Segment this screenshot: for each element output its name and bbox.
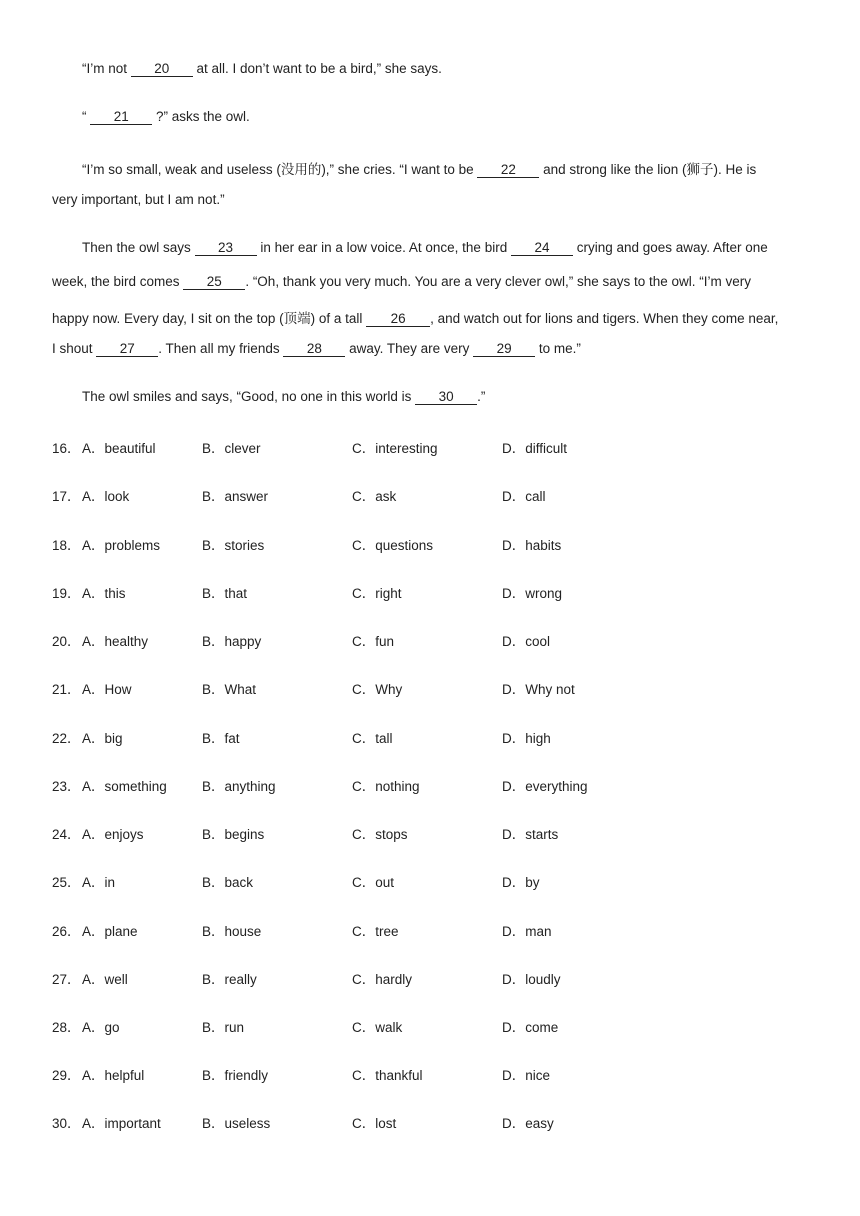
option-a[interactable]: A．helpful xyxy=(82,1068,145,1083)
question-number: 28． xyxy=(52,1020,81,1035)
option-a[interactable]: A．big xyxy=(82,731,123,746)
option-b[interactable]: B．friendly xyxy=(202,1068,269,1083)
option-b[interactable]: B．begins xyxy=(202,827,265,842)
passage-paragraph-5 xyxy=(82,389,838,405)
option-a[interactable]: A．look xyxy=(82,489,130,504)
passage-text: I shout xyxy=(52,341,97,356)
passage-text: , and watch out for lions and tigers. When they come near, xyxy=(430,311,779,326)
option-d[interactable]: D．habits xyxy=(502,538,562,553)
option-c[interactable]: C．lost xyxy=(352,1116,397,1131)
option-a[interactable]: A．healthy xyxy=(82,634,149,649)
passage-paragraph-3-line-1 xyxy=(82,158,838,178)
question-number: 17． xyxy=(52,489,81,504)
option-c[interactable]: C．ask xyxy=(352,489,397,504)
blank-27: 27 xyxy=(96,341,158,357)
question-number: 21． xyxy=(52,682,81,697)
passage-text: crying and goes away. After one xyxy=(572,240,768,255)
passage-text: to me.” xyxy=(535,341,581,356)
question-number: 20． xyxy=(52,634,81,649)
option-c[interactable]: C．interesting xyxy=(352,441,438,456)
option-d[interactable]: D．come xyxy=(502,1020,559,1035)
option-c[interactable]: C．tall xyxy=(352,731,393,746)
question-number: 24． xyxy=(52,827,81,842)
question-number: 29． xyxy=(52,1068,81,1083)
passage-text: . “Oh, thank you very much. You are a very clever owl,” she says to the owl. “I’m very xyxy=(245,274,752,289)
option-a[interactable]: A．beautiful xyxy=(82,441,156,456)
question-number: 23． xyxy=(52,779,81,794)
passage-paragraph-1 xyxy=(82,61,838,77)
blank-25: 25 xyxy=(183,274,245,290)
option-a[interactable]: A．in xyxy=(82,875,116,890)
question-number: 19． xyxy=(52,586,81,601)
option-d[interactable]: D．man xyxy=(502,924,552,939)
passage-text: in her ear in a low voice. At once, the bird xyxy=(256,240,511,255)
option-d[interactable]: D．easy xyxy=(502,1116,554,1131)
question-number: 18． xyxy=(52,538,81,553)
question-number: 16． xyxy=(52,441,81,456)
blank-30: 30 xyxy=(415,389,477,405)
option-d[interactable]: D．wrong xyxy=(502,586,563,601)
option-a[interactable]: A．plane xyxy=(82,924,138,939)
passage-text: away. They are very xyxy=(345,341,474,356)
passage-text: Then the owl says xyxy=(82,240,195,255)
option-a[interactable]: A．enjoys xyxy=(82,827,144,842)
passage-text: “I’m not xyxy=(82,61,131,76)
passage-text: The owl smiles and says, “Good, no one in this world is xyxy=(82,389,416,404)
option-d[interactable]: D．cool xyxy=(502,634,551,649)
option-b[interactable]: B．fat xyxy=(202,731,240,746)
blank-22: 22 xyxy=(477,162,539,178)
blank-28: 28 xyxy=(283,341,345,357)
passage-text: very important, but I am not.” xyxy=(52,192,225,207)
passage-text: happy now. Every day, I sit on the top (顶端) of a tall xyxy=(52,311,367,326)
option-c[interactable]: C．hardly xyxy=(352,972,413,987)
blank-26: 26 xyxy=(366,311,430,327)
option-b[interactable]: B．really xyxy=(202,972,257,987)
option-b[interactable]: B．answer xyxy=(202,489,269,504)
option-a[interactable]: A．important xyxy=(82,1116,161,1131)
option-b[interactable]: B．What xyxy=(202,682,257,697)
option-b[interactable]: B．house xyxy=(202,924,262,939)
question-number: 27． xyxy=(52,972,81,987)
passage-paragraph-4-line-2 xyxy=(52,274,808,290)
passage-paragraph-3-line-2 xyxy=(52,192,808,207)
passage-text: at all. I don’t want to be a bird,” she says. xyxy=(192,61,442,76)
passage-paragraph-2 xyxy=(82,109,838,125)
option-b[interactable]: B．stories xyxy=(202,538,265,553)
option-d[interactable]: D．difficult xyxy=(502,441,568,456)
option-a[interactable]: A．problems xyxy=(82,538,161,553)
option-a[interactable]: A．this xyxy=(82,586,126,601)
option-b[interactable]: B．happy xyxy=(202,634,262,649)
passage-text: week, the bird comes xyxy=(52,274,184,289)
option-d[interactable]: D．everything xyxy=(502,779,588,794)
option-c[interactable]: C．thankful xyxy=(352,1068,423,1083)
question-number: 25． xyxy=(52,875,81,890)
passage-paragraph-4-line-1 xyxy=(82,240,838,256)
passage-text: and strong like the lion (狮子). He is xyxy=(539,162,757,177)
option-d[interactable]: D．Why not xyxy=(502,682,575,697)
option-b[interactable]: B．run xyxy=(202,1020,245,1035)
blank-24: 24 xyxy=(511,240,573,256)
option-d[interactable]: D．call xyxy=(502,489,546,504)
blank-21: 21 xyxy=(90,109,152,125)
option-b[interactable]: B．useless xyxy=(202,1116,271,1131)
question-number: 30． xyxy=(52,1116,81,1131)
option-c[interactable]: C．fun xyxy=(352,634,395,649)
blank-20: 20 xyxy=(131,61,193,77)
question-number: 26． xyxy=(52,924,81,939)
option-d[interactable]: D．loudly xyxy=(502,972,561,987)
option-c[interactable]: C．out xyxy=(352,875,395,890)
option-b[interactable]: B．clever xyxy=(202,441,261,456)
option-b[interactable]: B．that xyxy=(202,586,248,601)
passage-text: ?” asks the owl. xyxy=(152,109,250,124)
blank-29: 29 xyxy=(473,341,535,357)
passage-paragraph-4-line-3 xyxy=(52,307,808,327)
option-b[interactable]: B．back xyxy=(202,875,254,890)
option-c[interactable]: C．nothing xyxy=(352,779,420,794)
option-c[interactable]: C．right xyxy=(352,586,402,601)
option-d[interactable]: D．by xyxy=(502,875,540,890)
option-b[interactable]: B．anything xyxy=(202,779,276,794)
passage-text: . Then all my friends xyxy=(158,341,284,356)
option-d[interactable]: D．high xyxy=(502,731,551,746)
option-c[interactable]: C．questions xyxy=(352,538,434,553)
option-a[interactable]: A．go xyxy=(82,1020,120,1035)
blank-23: 23 xyxy=(195,240,257,256)
option-a[interactable]: A．How xyxy=(82,682,132,697)
passage-paragraph-4-line-4 xyxy=(52,341,808,357)
passage-text: “ xyxy=(82,109,91,124)
passage-text: “I’m so small, weak and useless (没用的),” she cries. “I want to be xyxy=(82,162,478,177)
question-number: 22． xyxy=(52,731,81,746)
option-c[interactable]: C．stops xyxy=(352,827,408,842)
option-a[interactable]: A．something xyxy=(82,779,167,794)
option-d[interactable]: D．starts xyxy=(502,827,559,842)
passage-text: .” xyxy=(477,389,486,404)
option-c[interactable]: C．tree xyxy=(352,924,399,939)
option-d[interactable]: D．nice xyxy=(502,1068,551,1083)
option-c[interactable]: C．Why xyxy=(352,682,403,697)
option-a[interactable]: A．well xyxy=(82,972,128,987)
option-c[interactable]: C．walk xyxy=(352,1020,403,1035)
